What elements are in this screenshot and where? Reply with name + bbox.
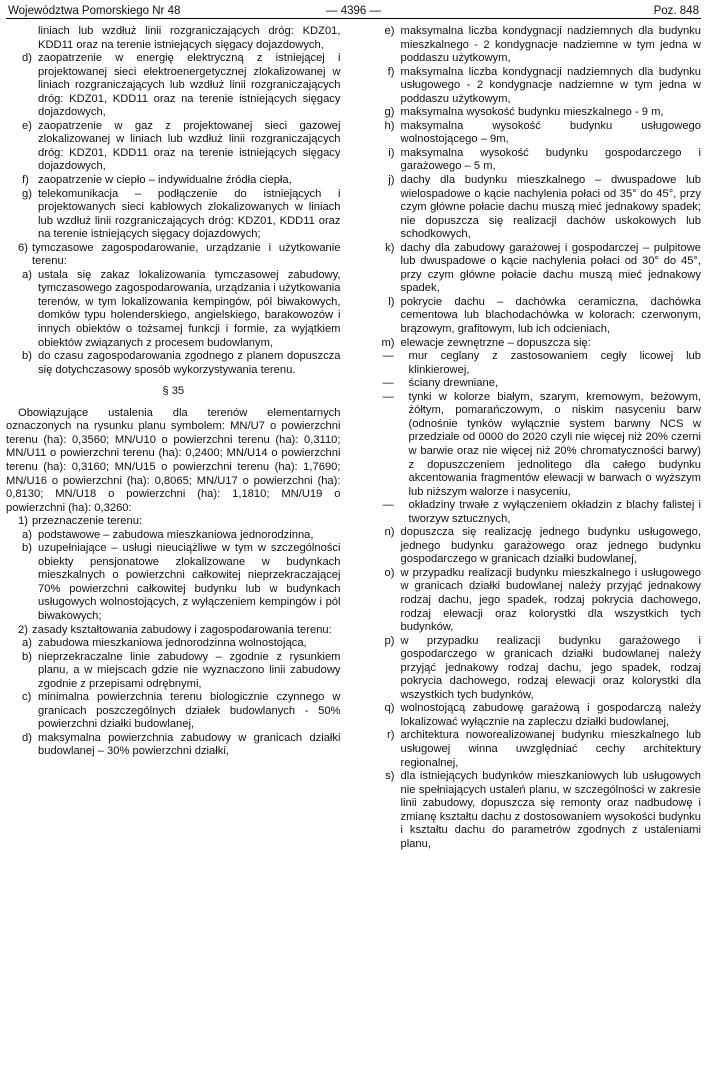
journal-title: Województwa Pomorskiego Nr 48: [8, 5, 181, 17]
list-item: [367, 702, 702, 729]
item-label: p): [384, 634, 395, 647]
list-item: [6, 651, 341, 692]
list-item: [6, 188, 341, 242]
item-label: 6): [18, 241, 28, 254]
item-label: g): [384, 106, 395, 119]
item-label: l): [388, 295, 395, 308]
list-item: [367, 296, 702, 337]
item-text: dla istniejących budynków mieszkaniowych lub usługowych nie spełniających ustaleń planu, w szczególności w zakresie linii zabudowy, dopuszcza się remonty oraz nadbudowę i zmianę kształtu dachu z dostosowaniem wysokości budynku i kształtu dachu do parametrów zgodnych z ustaleniami planu,: [400, 770, 701, 850]
list-item: [367, 106, 702, 120]
item-label: o): [384, 566, 395, 579]
item-label: g): [22, 187, 32, 200]
list-item: [367, 242, 702, 296]
item-text: maksymalna liczba kondygnacji nadziemnych dla budynku usługowego - 2 kondygnacje nadziemne w tym jedna w poddaszu użytkowym,: [400, 65, 701, 105]
item-text: tynki w kolorze białym, szarym, kremowym, beżowym, żółtym, pomarańczowym, o niskim nasyceniu barw (odnośnie tynków wyłącznie system barwny NCS w przedziale od 0000 do 2020 czyli nie więcej niż 20% czerni w barwie oraz nie więcej niż 20% chromatyczności barwy) z dopuszczeniem jednolitego dla całego budynku akcentowania fragmentów elewacji w barwach o wyższym lub niższym walorze i nasyceniu,: [408, 390, 701, 498]
item-text: maksymalna wysokość budynku gospodarczego i garażowego – 5 m,: [400, 146, 701, 173]
item-text: tymczasowe zagospodarowanie, urządzanie i użytkowanie terenu:: [32, 241, 341, 268]
item-label: a): [22, 637, 32, 650]
list-item: [367, 66, 702, 107]
item-label: 2): [18, 623, 28, 636]
item-text: przeznaczenie terenu:: [32, 515, 143, 528]
item-text: telekomunikacja – podłączenie do istniejących i projektowanych sieci kablowych zlokalizowanych w liniach lub wzdłuż linii rozgraniczających dróg: KDZ01, KDD11 oraz na terenie istniejących sięgacy dojazdowych;: [38, 187, 341, 241]
item-label: d): [22, 731, 32, 744]
item-text: zasady kształtowania zabudowy i zagospodarowania terenu:: [32, 623, 332, 636]
item-text: mur ceglany z zastosowaniem cegły licowej lub klinkierowej,: [408, 350, 701, 376]
item-label: a): [22, 528, 32, 541]
list-item: [367, 499, 702, 526]
item-text: dachy dla zabudowy garażowej i gospodarczej – pulpitowe lub dwuspadowe o kącie nachylenia połaci od 30° do 45°, przy czym główne połacie dachu muszą mieć jednakowy spadek,: [400, 241, 701, 295]
item-label: e): [384, 25, 395, 37]
item-text: wolnostojącą zabudowę garażową i gospodarczą należy lokalizować wyłącznie na zapleczu działki budowlanej,: [400, 702, 701, 728]
item-label: f): [22, 174, 29, 187]
list-item: [6, 542, 341, 623]
list-item: [367, 337, 702, 351]
list-item: [6, 529, 341, 543]
item-text: w przypadku realizacji budynku mieszkalnego i usługowego w granicach działki budowlanej należy przyjąć jednakowy rodzaj dachu, jego spadek, rodzaj pokrycia dachowego, rodzaj elewacji oraz kolorystki dla wszystkich tych budynków,: [400, 566, 701, 634]
list-item: [6, 691, 341, 732]
item-text: podstawowe – zabudowa mieszkaniowa jednorodzinna,: [38, 528, 314, 541]
item-label: —: [382, 499, 394, 512]
item-text: uzupełniające – usługi nieuciążliwe w tym w szczególności obiekty pensjonatowe zlokalizowane w budynkach mieszkalnych o powierzchni całkowitej nieprzekraczającej 70% powierzchni całkowitej budynku lub w budynkach usługowych wolnostojących, z wyłączeniem kempingów i pól biwakowych;: [38, 542, 341, 622]
item-text: okładziny trwałe z wyłączeniem okładzin z blachy falistej i tworzyw sztucznych,: [408, 499, 701, 525]
list-item: [6, 732, 341, 759]
item-label: r): [387, 729, 395, 742]
item-label: q): [384, 702, 395, 715]
item-text: zabudowa mieszkaniowa jednorodzinna wolnostojąca,: [38, 637, 307, 650]
text-columns: [6, 25, 701, 851]
item-label: i): [388, 146, 395, 159]
item-text: zaopatrzenie w ciepło – indywidualne źródła ciepła,: [38, 174, 292, 187]
section-heading: § 35: [162, 385, 185, 398]
item-text: do czasu zagospodarowania zgodnego z planem dopuszcza się dotychczasowy sposób wykorzystywania terenu.: [38, 350, 341, 376]
item-label: b): [22, 650, 32, 663]
item-text: pokrycie dachu – dachówka ceramiczna, dachówka cementowa lub blachodachówka w kolorach: czerwonym, brązowym, grafitowym, lub ich odcieniach,: [400, 295, 701, 336]
list-item: [6, 624, 341, 638]
list-item: [367, 567, 702, 635]
item-label: 1): [18, 515, 28, 528]
item-text: elewacje zewnętrzne – dopuszcza się:: [400, 336, 591, 349]
item-label: m): [381, 336, 395, 349]
item-text: maksymalna wysokość budynku usługowego wolnostojącego – 9m,: [400, 119, 701, 146]
item-text: maksymalna powierzchnia zabudowy w granicach działki budowlanej – 30% powierzchni działki,: [38, 731, 341, 758]
paragraph: Obowiązujące ustalenia dla terenów elementarnych oznaczonych na rysunku planu symbolem: MN/U7 o powierzchni terenu (ha): 0,3560; MN/U10 o powierzchni terenu (ha): 0,3110; MN/U11 o powierzchni terenu (ha): 0,2400; MN/U14 o powierzchni terenu (ha): 0,3160; MN/U15 o powierzchni terenu (ha): 1,7690; MN/U16 o powierzchni (ha): 0,8065; MN/U17 o powierzchni (ha): 0,8130; MN/U18 o powierzchni (ha): 1,1810; MN/U19 o powierzchni (ha): 0,3260:: [6, 406, 341, 514]
item-label: d): [22, 52, 32, 65]
item-text: maksymalna liczba kondygnacji nadziemnych dla budynku mieszkalnego - 2 kondygnacje nadziemne w tym jedna w poddaszu użytkowym,: [400, 25, 701, 65]
list-item: [6, 350, 341, 377]
item-label: —: [382, 350, 394, 363]
list-item: [367, 526, 702, 567]
list-item: liniach lub wzdłuż linii rozgraniczających dróg: KDZ01, KDD11 oraz na terenie istniejących sięgacy dojazdowych,: [38, 25, 341, 51]
item-label: k): [385, 241, 395, 254]
list-item: [367, 120, 702, 147]
item-label: f): [387, 65, 395, 78]
item-text: zaopatrzenie w energię elektryczną z istniejącej i projektowanej sieci elektroenergetycznej zlokalizowanej w liniach rozgraniczających lub wzdłuż linii rozgraniczających dróg: KDZ01, KDD11 oraz na terenie istniejących sięgacy dojazdowych,: [38, 52, 341, 119]
left-column: [6, 25, 341, 851]
page-number: — 4396 —: [326, 5, 381, 17]
list-item: [6, 242, 341, 269]
list-item: [367, 635, 702, 703]
item-label: h): [384, 119, 395, 132]
list-item: [367, 147, 702, 174]
list-item: [6, 120, 341, 174]
list-item: [6, 269, 341, 350]
item-label: c): [22, 691, 32, 704]
item-text: maksymalna wysokość budynku mieszkalnego - 9 m,: [400, 106, 664, 119]
list-item: [367, 25, 702, 66]
item-label: a): [22, 268, 32, 281]
list-item: [6, 515, 341, 529]
item-label: b): [22, 350, 32, 363]
list-item: [6, 174, 341, 188]
item-text: w przypadku realizacji budynku garażowego i gospodarczego w granicach działki budowlanej należy przyjąć jednakowy rodzaj dachu, jego spadek, rodzaj pokrycia dachowego, rodzaj elewacji oraz kolorystki dla wszystkich tych budynków,: [400, 634, 701, 701]
item-label: j): [388, 174, 395, 187]
list-item: [367, 729, 702, 770]
list-item: [367, 174, 702, 242]
item-label: —: [382, 377, 394, 390]
list-item: [367, 391, 702, 499]
item-label: s): [385, 770, 395, 783]
item-text: ustala się zakaz lokalizowania tymczasowej zabudowy, tymczasowego zagospodarowania, urządzania i użytkowania terenów, w tym lokalizowania kempingów, pól biwakowych, domków typu holenderskiego, angielskiego, barakowozów i innych obiektów o tożsamej funkcji i formie, za wyjątkiem obiektów związanych z procesem budowlanym,: [38, 268, 341, 349]
list-item: [367, 377, 702, 391]
item-label: —: [382, 390, 394, 403]
page-header: [6, 0, 701, 19]
list-item: [367, 770, 702, 851]
item-label: b): [22, 542, 32, 555]
item-text: zaopatrzenie w gaz z projektowanej sieci gazowej zlokalizowanej w liniach lub wzdłuż linii rozgraniczających dróg: KDZ01, KDD11 oraz na terenie istniejących sięgacy dojazdowych,: [38, 119, 341, 173]
item-label: e): [22, 119, 32, 132]
position-number: Poz. 848: [653, 5, 699, 17]
list-item: [6, 637, 341, 651]
item-text: dachy dla budynku mieszkalnego – dwuspadowe lub wielospadowe o kącie nachylenia połaci od 35° do 45°, przy czym główne połacie dachu muszą mieć jednakowy spadek; nie dopuszcza się realizacji dachów uskokowych lub schodkowych,: [400, 174, 701, 241]
item-text: architektura noworealizowanej budynku mieszkalnego lub usługowej winna uwzględniać cechy architektury regionalnej,: [400, 729, 701, 769]
item-text: ściany drewniane,: [408, 377, 499, 390]
item-text: nieprzekraczalne linie zabudowy – zgodnie z rysunkiem planu, a w miejscach gdzie nie wyznaczono linii zabudowy zgodnie z przepisami odrębnymi,: [38, 650, 341, 690]
item-text: dopuszcza się realizację jednego budynku usługowego, jednego budynku garażowego oraz jednego budynku gospodarczego w granicach działki budowlanej,: [400, 526, 701, 566]
right-column: [367, 25, 702, 851]
list-item: [6, 52, 341, 120]
item-label: n): [384, 526, 395, 539]
list-item: [367, 350, 702, 377]
item-text: minimalna powierzchnia terenu biologicznie czynnego w granicach poszczególnych działek budowlanych - 50% powierzchni działki budowlanej,: [38, 691, 341, 731]
